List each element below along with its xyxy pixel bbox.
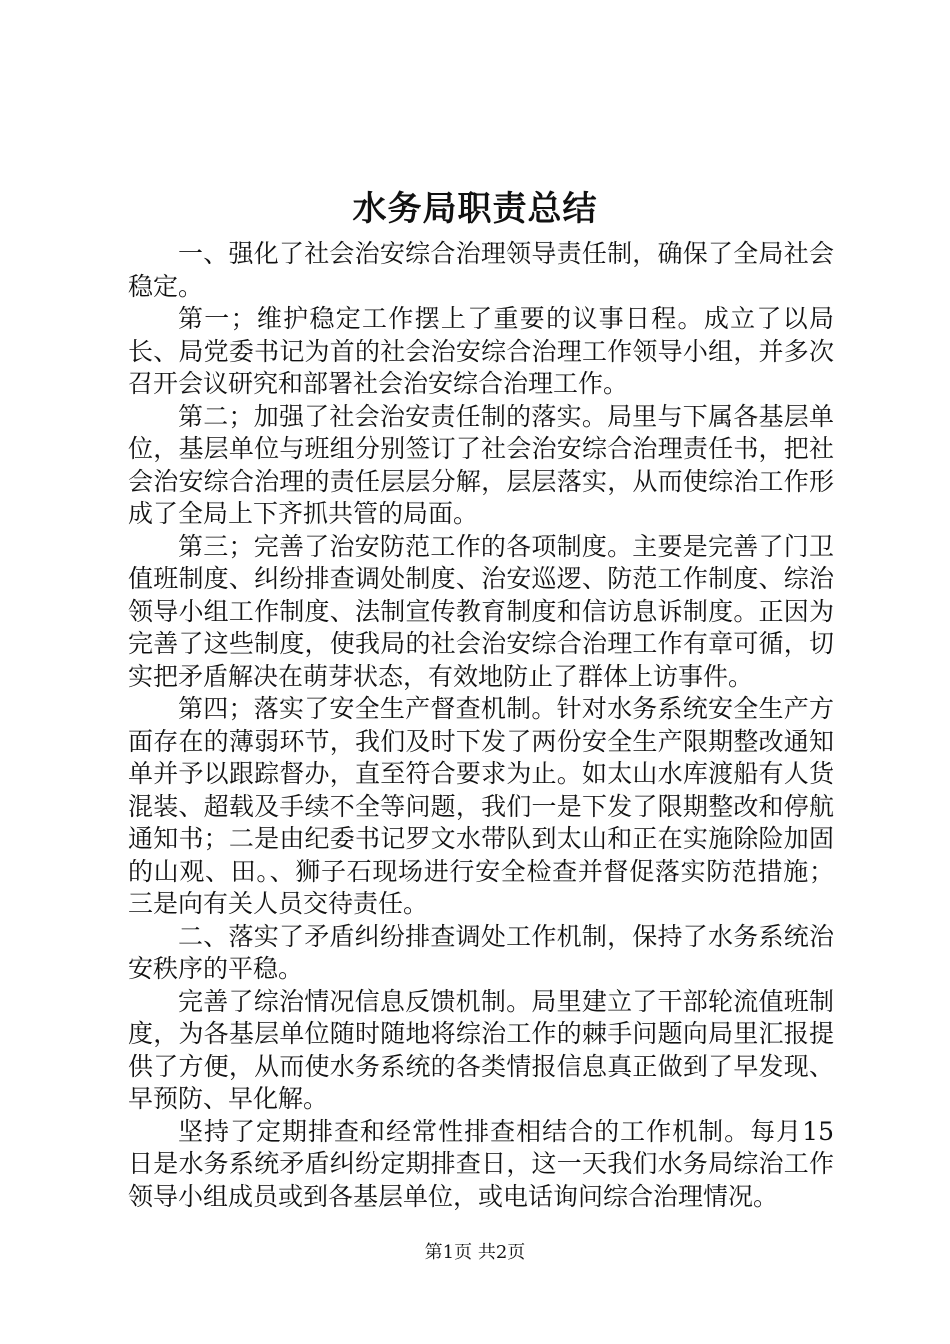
document-body <box>128 238 834 1213</box>
paragraph-3: 第二；加强了社会治安责任制的落实。局里与下属各基层单位，基层单位与班组分别签订了社会治安综合治理责任书，把社会治安综合治理的责任层层分解，层层落实，从而使综治工作形成了全局上下齐抓共管的局面。 <box>128 401 834 528</box>
paragraph-8: 坚持了定期排查和经常性排查相结合的工作机制。每月15日是水务系统矛盾纠纷定期排查日，这一天我们水务局综治工作领导小组成员或到各基层单位，或电话询问综合治理情况。 <box>128 1116 834 1211</box>
document-title: 水务局职责总结 <box>352 189 598 229</box>
page-footer: 第1页 共2页 <box>424 1242 526 1263</box>
paragraph-4: 第三；完善了治安防范工作的各项制度。主要是完善了门卫值班制度、纠纷排查调处制度、治安巡逻、防范工作制度、综治领导小组工作制度、法制宣传教育制度和信访息诉制度。正因为完善了这些制度，使我局的社会治安综合治理工作有章可循，切实把矛盾解决在萌芽状态，有效地防止了群体上访事件。 <box>128 531 834 691</box>
paragraph-2: 第一；维护稳定工作摆上了重要的议事日程。成立了以局长、局党委书记为首的社会治安综合治理工作领导小组，并多次召开会议研究和部署社会治安综合治理工作。 <box>128 304 834 398</box>
paragraph-1: 一、强化了社会治安综合治理领导责任制，确保了全局社会稳定。 <box>128 239 834 301</box>
paragraph-5: 第四；落实了安全生产督查机制。针对水务系统安全生产方面存在的薄弱环节，我们及时下发了两份安全生产限期整改通知单并予以跟踪督办，直至符合要求为止。如太山水库渡船有人货混装、超载及手续不全等问题，我们一是下发了限期整改和停航通知书；二是由纪委书记罗文水带队到太山和正在实施除险加固的山观、田。、狮子石现场进行安全检查并督促落实防范措施；三是向有关人员交待责任。 <box>128 694 834 918</box>
paragraph-6: 二、落实了矛盾纠纷排查调处工作机制，保持了水务系统治安秩序的平稳。 <box>128 921 834 983</box>
paragraph-7: 完善了综治情况信息反馈机制。局里建立了干部轮流值班制度，为各基层单位随时随地将综治工作的棘手问题向局里汇报提供了方便，从而使水务系统的各类情报信息真正做到了早发现、早预防、早化解。 <box>128 986 834 1113</box>
